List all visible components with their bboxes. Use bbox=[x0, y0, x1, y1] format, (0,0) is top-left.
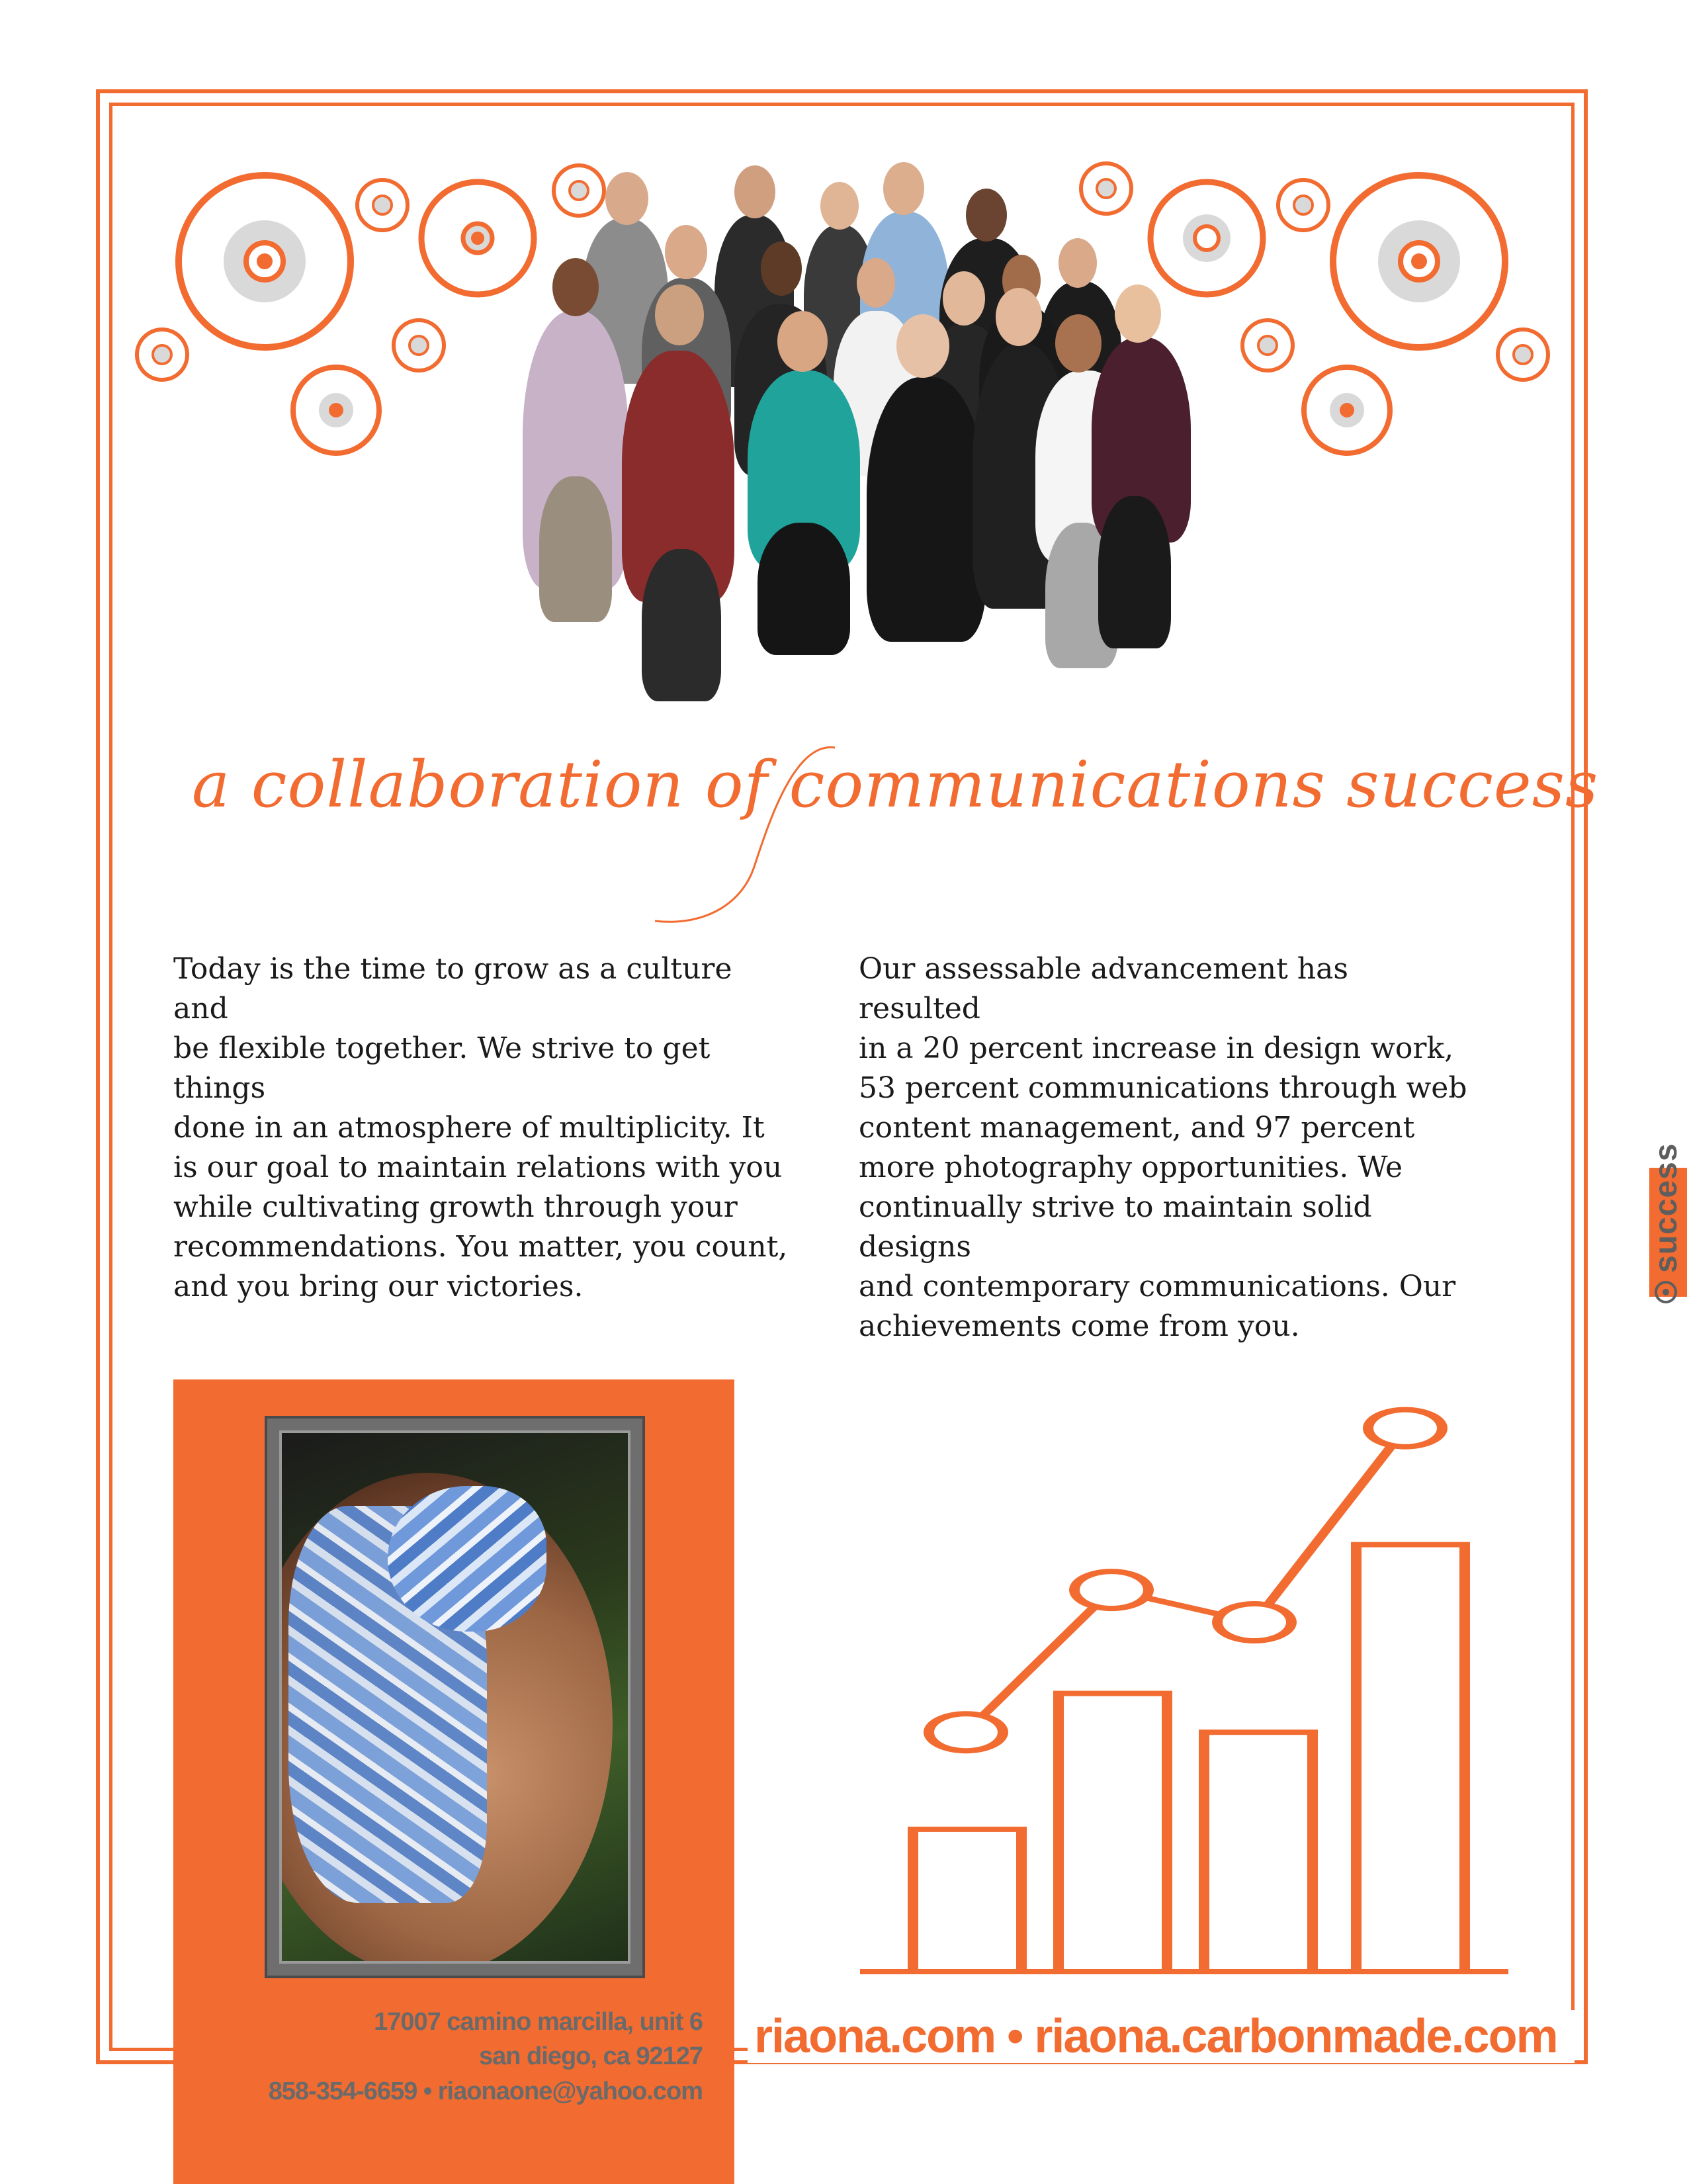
side-tab-label: success bbox=[1648, 1143, 1684, 1273]
group-photo bbox=[523, 152, 1184, 734]
left-line: and you bring our victories. bbox=[173, 1270, 584, 1303]
left-line: done in an atmosphere of multiplicity. It bbox=[173, 1111, 765, 1145]
side-tab-label-group bbox=[1646, 1143, 1686, 1303]
chart-bar bbox=[913, 1829, 1021, 1972]
maternity-photo bbox=[265, 1416, 645, 1978]
left-line: is our goal to maintain relations with you bbox=[173, 1151, 783, 1184]
phone-email: 858-354-6659 • riaonaone@yahoo.com bbox=[268, 2077, 703, 2105]
left-line: Today is the time to grow as a culture and bbox=[173, 952, 732, 1026]
trend-point bbox=[1217, 1604, 1291, 1641]
left-line: while cultivating growth through your bbox=[173, 1190, 738, 1224]
left-line: recommendations. You matter, you count, bbox=[173, 1230, 788, 1264]
trend-line bbox=[966, 1428, 1405, 1733]
trend-point bbox=[1074, 1571, 1148, 1608]
growth-chart bbox=[820, 1376, 1508, 1985]
right-line: 53 percent communications through web bbox=[859, 1071, 1467, 1105]
right-line: more photography opportunities. We bbox=[859, 1151, 1403, 1184]
address-line2: san diego, ca 92127 bbox=[479, 2042, 703, 2070]
website-link[interactable]: riaona.com • riaona.carbonmade.com bbox=[748, 2010, 1575, 2063]
right-line: Our assessable advancement has resulted bbox=[859, 952, 1348, 1026]
right-line: achievements come from you. bbox=[859, 1309, 1300, 1343]
circle-dot-icon bbox=[1655, 1281, 1677, 1303]
left-column bbox=[173, 949, 789, 1307]
trend-point bbox=[929, 1714, 1003, 1751]
trend-point bbox=[1368, 1410, 1442, 1447]
chart-bar bbox=[1204, 1732, 1313, 1972]
headline: a collaboration of communications success bbox=[192, 748, 1599, 822]
right-column bbox=[859, 949, 1474, 1346]
scarf-bow-shape bbox=[388, 1486, 546, 1632]
left-line: be flexible together. We strive to get things bbox=[173, 1031, 711, 1105]
right-line: content management, and 97 percent bbox=[859, 1111, 1415, 1145]
right-line: continually strive to maintain solid designs bbox=[859, 1190, 1372, 1264]
address-line1: 17007 camino marcilla, unit 6 bbox=[374, 2008, 703, 2036]
chart-bar bbox=[1356, 1545, 1465, 1972]
right-line: in a 20 percent increase in design work, bbox=[859, 1031, 1454, 1065]
right-line: and contemporary communications. Our bbox=[859, 1270, 1456, 1303]
chart-bar bbox=[1059, 1694, 1167, 1972]
